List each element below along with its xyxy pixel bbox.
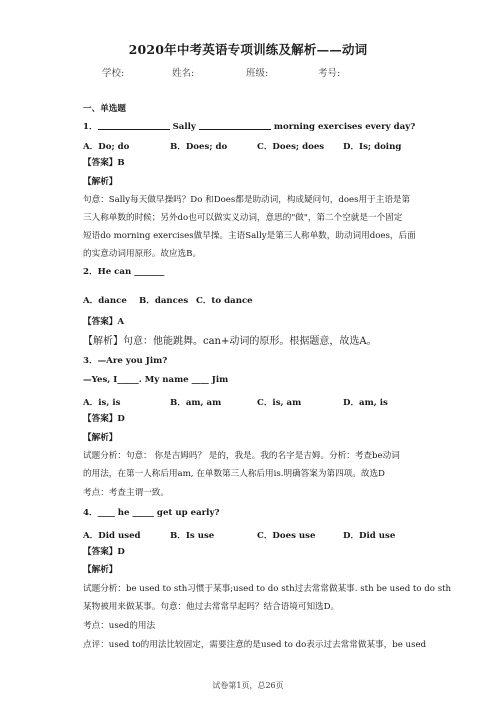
analysis-heading: 【解析】 <box>83 177 118 187</box>
option-a: A．is, is <box>83 398 121 408</box>
question-1-subject: Sally <box>172 122 196 132</box>
question-1-rest: morning exercises every day? <box>273 122 416 132</box>
answer-blank <box>199 120 271 130</box>
option-b: B．Does; do <box>170 142 228 152</box>
option-c: C．is, am <box>257 398 302 408</box>
answer-label: 【答案】A <box>83 317 125 327</box>
analysis-line: 试题分析：be used to sth习惯于某事;used to do sth过去常常做某事. sth be used to do sth <box>83 584 452 594</box>
name-label: 姓名: <box>172 68 195 79</box>
option-a: A．Do; do <box>83 142 130 152</box>
option-c: C．Does; does <box>257 142 325 152</box>
number-label: 考号: <box>318 68 341 79</box>
question-1-number: 1． <box>83 122 98 132</box>
school-label: 学校: <box>102 68 125 79</box>
answer-blank <box>98 120 170 130</box>
option-d: D．Did use <box>343 531 396 541</box>
option-b: B．dances <box>139 296 189 306</box>
option-b: B．Is use <box>170 531 215 541</box>
question-2-stem: 2．He can _______ <box>83 267 165 277</box>
analysis-line: 三人称单数的时候；另外do也可以做实义动词，意思的"做"，第二个空就是一个固定 <box>83 213 403 223</box>
analysis-line: 句意：Sally每天做早操吗？Do 和Does都是助动词，构成疑问句，does用于主语是第 <box>83 195 411 205</box>
question-3-stem-line2: —Yes, I_____. My name ____ Jim <box>83 375 229 385</box>
analysis-line: 考点：used的用法 <box>83 621 156 631</box>
analysis-line: 考点：考查主谓一致。 <box>83 488 169 498</box>
document-title: 2020年中考英语专项训练及解析——动词 <box>128 42 368 57</box>
option-d: D．Is; doing <box>343 142 402 152</box>
analysis-line: 某物被用来做某事。句意：他过去常常早起吗？结合语境可知选D。 <box>83 602 340 612</box>
section-heading: 一、单选题 <box>83 104 126 114</box>
analysis-heading: 【解析】 <box>83 433 118 443</box>
analysis-line: 的实意动词用原形。故应选B。 <box>83 249 202 259</box>
analysis-line: 试题分析：句意： 你是吉姆吗？ 是的，我是。我的名字是吉姆。分析：考查be动词 <box>83 451 400 461</box>
option-a: A．dance <box>83 296 127 306</box>
answer-label: 【答案】D <box>83 547 125 557</box>
option-a: A．Did used <box>83 531 141 541</box>
option-c: C．Does use <box>257 531 316 541</box>
option-c: C．to dance <box>196 296 253 306</box>
question-1-stem <box>83 120 415 133</box>
analysis-line: 【解析】句意：他能跳舞。can+动词的原形。根据题意，故选A。 <box>83 336 377 347</box>
analysis-line: 点评：used to的用法比较固定，需要注意的是used to do表示过去常常做某事，be used <box>83 640 427 650</box>
question-4-stem: 4．____ he _____ get up early? <box>83 508 220 518</box>
analysis-line: 的用法，在第一人称后用am, 在单数第三人称后用is.明确答案为第四项。故选D <box>83 469 385 479</box>
analysis-heading: 【解析】 <box>83 565 118 575</box>
answer-label: 【答案】D <box>83 414 125 424</box>
question-3-stem: 3．—Are you Jim? <box>83 356 168 366</box>
page-footer: 试卷第1页，总26页 <box>212 681 284 690</box>
option-d: D．am, is <box>343 398 388 408</box>
answer-label: 【答案】B <box>83 158 125 168</box>
class-label: 班级: <box>246 68 269 79</box>
option-b: B．am, am <box>170 398 222 408</box>
analysis-line: 短语do morning exercises做早操。主语Sally是第三人称单数，助动词用does，后面 <box>83 231 416 241</box>
